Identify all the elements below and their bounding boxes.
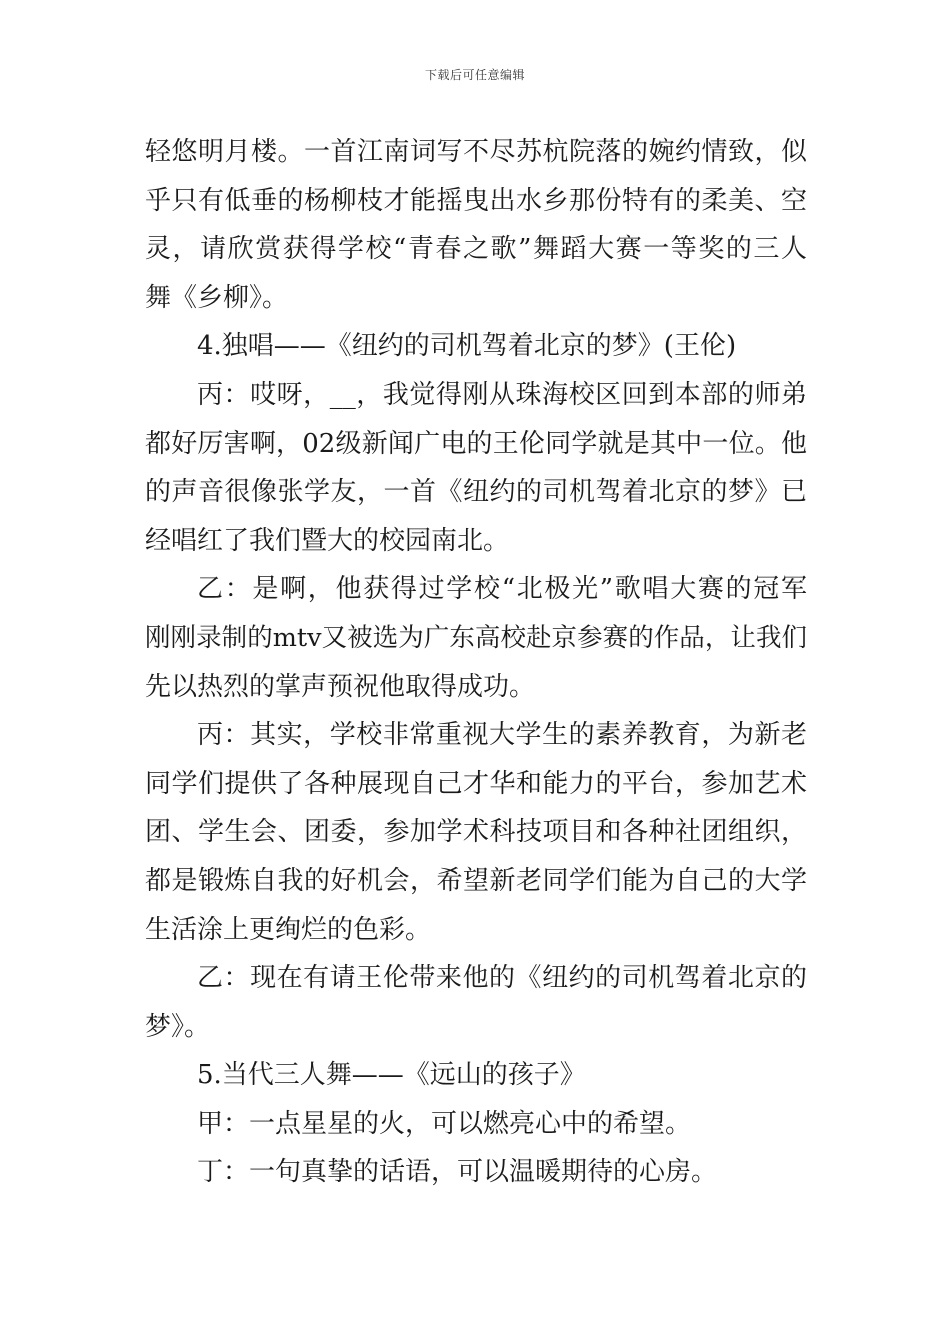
text-line: 丙：其实，学校非常重视大学生的素养教育，为新老	[197, 720, 807, 751]
text-line: 4.独唱——《纽约的司机驾着北京的梦》(王伦)	[197, 331, 737, 362]
text-line: 都是锻炼自我的好机会，希望新老同学们能为自己的大学	[145, 865, 807, 896]
text-line: 乙：现在有请王伦带来他的《纽约的司机驾着北京的	[197, 963, 807, 994]
text-line: 丁：一句真挚的话语，可以温暖期待的心房。	[197, 1157, 718, 1188]
text-line: 舞《乡柳》。	[145, 282, 289, 313]
text-line: 的声音很像张学友，一首《纽约的司机驾着北京的梦》已	[145, 477, 807, 508]
text-line: 灵，请欣赏获得学校“青春之歌”舞蹈大赛一等奖的三人	[145, 234, 807, 265]
text-line: 先以热烈的掌声预祝他取得成功。	[145, 671, 536, 702]
text-line: 刚刚录制的mtv又被选为广东高校赴京参赛的作品，让我们	[145, 622, 807, 653]
text-line: 团、学生会、团委，参加学术科技项目和各种社团组织，	[145, 817, 807, 848]
text-line: 经唱红了我们暨大的校园南北。	[145, 525, 510, 556]
text-line: 5.当代三人舞——《远山的孩子》	[197, 1060, 586, 1091]
text-line: 梦》。	[145, 1011, 211, 1042]
text-line: 乙：是啊，他获得过学校“北极光”歌唱大赛的冠军	[197, 574, 807, 605]
text-line: 轻悠明月楼。一首江南词写不尽苏杭院落的婉约情致，似	[145, 137, 807, 167]
text-line: 生活涂上更绚烂的色彩。	[145, 914, 432, 945]
text-line: 同学们提供了各种展现自己才华和能力的平台，参加艺术	[145, 768, 807, 799]
page-header: 下载后可任意编辑	[424, 68, 525, 82]
text-line: 甲：一点星星的火，可以燃亮心中的希望。	[197, 1108, 692, 1139]
text-line: 丙：哎呀，__，我觉得刚从珠海校区回到本部的师弟	[197, 379, 807, 410]
document-body	[145, 128, 807, 1197]
text-line: 乎只有低垂的杨柳枝才能摇曳出水乡那份特有的柔美、空	[145, 185, 807, 216]
text-line: 都好厉害啊，02级新闻广电的王伦同学就是其中一位。他	[145, 428, 807, 459]
